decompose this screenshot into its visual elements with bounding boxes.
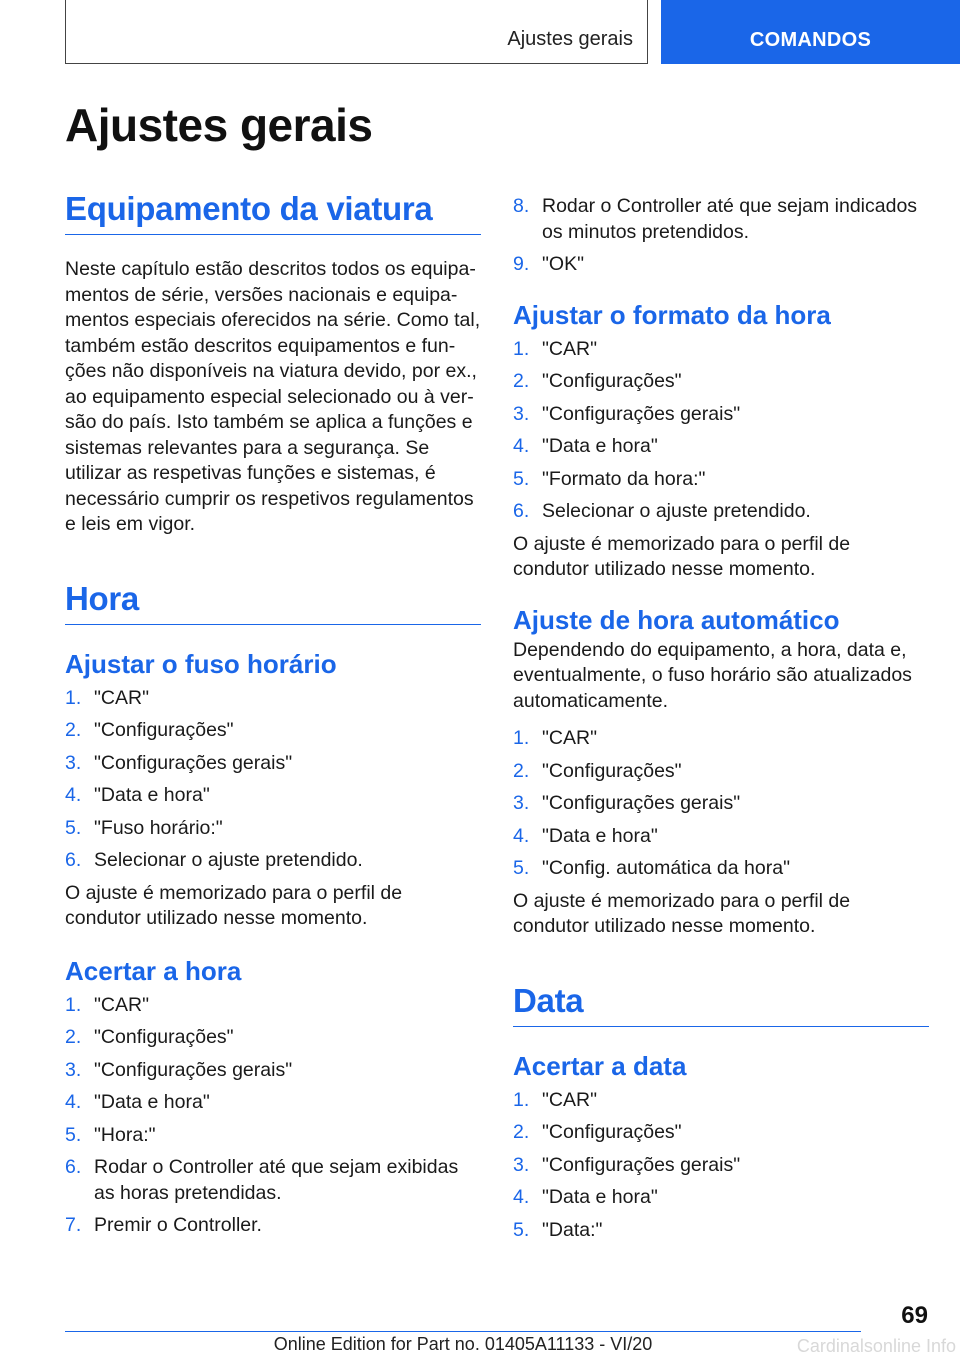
step-text: Selecionar o ajuste pretendido. (542, 500, 811, 522)
watermark: Cardinalsonline Info (796, 1336, 956, 1356)
step-text: Selecionar o ajuste pretendido. (94, 849, 363, 871)
step-number: 3. (513, 402, 530, 425)
list-item (513, 1088, 929, 1114)
step-number: 5. (513, 467, 530, 490)
note-formato-hora: O ajuste é memorizado para o perfil de condutor utilizado nesse momento. (513, 532, 851, 580)
list-item (513, 337, 929, 363)
list-item (65, 718, 481, 744)
step-text: "Formato da hora:" (542, 467, 706, 490)
header-section-title: Ajustes gerais (507, 28, 633, 50)
list-acertar-data (513, 1088, 929, 1244)
step-number: 4. (513, 435, 530, 457)
step-number: 5. (513, 857, 530, 879)
list-item (513, 856, 929, 882)
list-item (65, 816, 481, 842)
step-number: 7. (65, 1214, 82, 1236)
step-text: "OK" (542, 253, 585, 275)
step-text: "Data e hora" (542, 824, 658, 847)
heading-data: Data (513, 982, 929, 1027)
intro-hora-automatico: Dependendo do equipamento, a hora, data e, eventualmente, o fuso horário são atualizados automaticamente. (513, 638, 912, 712)
step-number: 5. (65, 816, 82, 839)
list-item (65, 848, 481, 874)
step-text: "Configurações gerais" (542, 402, 741, 425)
step-text: "Configurações gerais" (542, 1153, 741, 1176)
list-item (513, 369, 929, 395)
step-number: 2. (513, 370, 530, 392)
step-number: 5. (65, 1123, 82, 1146)
step-number: 4. (65, 784, 82, 806)
step-text: "Data:" (542, 1218, 603, 1241)
step-number: 6. (513, 500, 530, 522)
page-number: 69 (901, 1302, 928, 1329)
step-text: "Configurações" (94, 719, 234, 741)
list-item (65, 1155, 481, 1206)
equipamento-text: Neste capítulo estão descritos todos os equipamentos de série, versões nacionais e equipamentos especiais oferecidos na série. Como tal, também estão descritos equipamentos e funções não disponíveis na viatura devido, por ex., ao equipamento especial selecionado ou à versão do país. Isto também se aplica a funções e sistemas relevantes para a segurança. Se utilizar as respetivas funções e sistemas, é necessário cumprir os respetivos regulamentos e leis em vigor. (65, 258, 481, 535)
step-number: 3. (65, 751, 82, 774)
step-text: "Configurações gerais" (94, 1058, 293, 1081)
list-fuso-horario (65, 686, 481, 874)
heading-fuso-horario: Ajustar o fuso horário (65, 648, 337, 679)
step-text: "Data e hora" (542, 435, 658, 457)
step-text: "Configurações" (542, 759, 682, 782)
step-number: 6. (65, 849, 82, 871)
step-text: "Data e hora" (94, 1091, 210, 1113)
list-formato-hora (513, 337, 929, 525)
right-column (513, 194, 929, 1250)
header-section-box (65, 0, 648, 64)
list-acertar-hora-continued (513, 194, 929, 278)
step-text: "CAR" (542, 1088, 598, 1111)
footer-edition: Online Edition for Part no. 01405A11133 - VI/20 (273, 1334, 653, 1354)
note-hora-automatico: O ajuste é memorizado para o perfil de condutor utilizado nesse momento. (513, 889, 851, 937)
step-number: 1. (65, 993, 82, 1016)
list-item (513, 726, 929, 752)
heading-acertar-hora: Acertar a hora (65, 955, 242, 986)
heading-formato-hora: Ajustar o formato da hora (513, 299, 831, 330)
step-text: "Data e hora" (94, 784, 210, 806)
footer-rule (65, 1331, 861, 1332)
heading-equipamento: Equipamento da viatura (65, 190, 481, 235)
list-acertar-hora (65, 993, 481, 1239)
step-number: 2. (65, 719, 82, 741)
step-text: "Configurações" (94, 1026, 234, 1048)
list-item (513, 1185, 929, 1211)
header-chapter-tab: COMANDOS (661, 0, 960, 64)
list-item (513, 791, 929, 817)
list-item (513, 824, 929, 850)
step-number: 1. (513, 1088, 530, 1111)
list-item (513, 1120, 929, 1146)
heading-acertar-data: Acertar a data (513, 1050, 687, 1081)
list-item (513, 499, 929, 525)
step-text: "Hora:" (94, 1123, 156, 1146)
page-title: Ajustes gerais (65, 99, 373, 151)
list-item (513, 194, 929, 245)
step-text: Premir o Controller. (94, 1214, 262, 1236)
heading-hora-automatico: Ajuste de hora automático (513, 604, 840, 635)
step-text: "CAR" (542, 337, 598, 360)
list-item (513, 1218, 929, 1244)
step-number: 5. (513, 1218, 530, 1241)
step-text: "Configurações gerais" (542, 792, 741, 814)
step-text: "CAR" (94, 993, 150, 1016)
step-number: 9. (513, 253, 530, 275)
left-column (65, 190, 481, 1246)
step-text: "Configurações" (542, 370, 682, 392)
list-item (513, 252, 929, 278)
step-number: 3. (513, 1153, 530, 1176)
list-item (65, 751, 481, 777)
heading-hora: Hora (65, 580, 481, 625)
step-text: Rodar o Controller até que sejam indicados os minutos pretendidos. (542, 195, 918, 243)
list-item (65, 1123, 481, 1149)
step-number: 1. (513, 337, 530, 360)
step-number: 2. (513, 759, 530, 782)
step-text: "CAR" (542, 727, 598, 749)
step-number: 2. (513, 1121, 530, 1143)
step-text: Rodar o Controller até que sejam exibidas as horas pretendidas. (94, 1156, 459, 1204)
list-item (65, 993, 481, 1019)
list-item (513, 759, 929, 785)
list-item (513, 434, 929, 460)
step-number: 4. (513, 824, 530, 847)
step-number: 4. (65, 1091, 82, 1113)
step-text: "Fuso horário:" (94, 816, 223, 839)
step-number: 6. (65, 1156, 82, 1178)
list-item (65, 1058, 481, 1084)
step-number: 2. (65, 1026, 82, 1048)
list-hora-automatico (513, 726, 929, 882)
step-number: 3. (65, 1058, 82, 1081)
step-text: "Configurações gerais" (94, 751, 293, 774)
note-fuso-horario: O ajuste é memorizado para o perfil de condutor utilizado nesse momento. (65, 881, 403, 929)
step-number: 1. (513, 727, 530, 749)
step-number: 4. (513, 1186, 530, 1208)
list-item (513, 1153, 929, 1179)
list-item (65, 1090, 481, 1116)
list-item (513, 402, 929, 428)
step-text: "Data e hora" (542, 1186, 658, 1208)
step-number: 3. (513, 792, 530, 814)
step-text: "CAR" (94, 686, 150, 709)
list-item (65, 1025, 481, 1051)
step-text: "Config. automática da hora" (542, 857, 790, 879)
list-item (65, 783, 481, 809)
step-number: 8. (513, 195, 530, 217)
step-number: 1. (65, 686, 82, 709)
list-item (65, 686, 481, 712)
list-item (513, 467, 929, 493)
step-text: "Configurações" (542, 1121, 682, 1143)
list-item (65, 1213, 481, 1239)
